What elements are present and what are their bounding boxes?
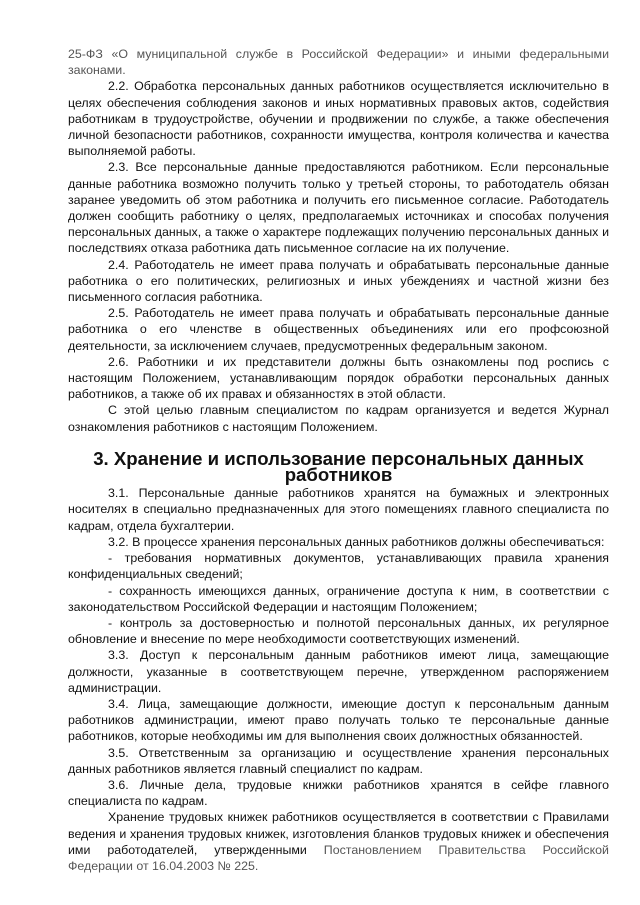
- paragraph-3-4: 3.4. Лица, замещающие должности, имеющие доступ к персональным данным работников администрации, имеют право получать только те персональные данные работников, которые необходимы им для выполнения своих должностных обязанностей.: [68, 696, 609, 744]
- paragraph-intro: 25-ФЗ «О муниципальной службе в Российской Федерации» и иными федеральными законами.: [68, 47, 609, 78]
- paragraph-2-3: 2.3. Все персональные данные предоставляются работником. Если персональные данные работника возможно получить только у третьей стороны, то работодатель обязан заранее уведомить об этом работника и получить его письменное согласие. Работодатель должен сообщить работнику о целях, предполагаемых источниках и способах получения персональных данных, а также о характере подлежащих получению персональных данных и последствиях отказа работника дать письменное согласие на их получение.: [68, 160, 609, 256]
- paragraph-2-2: 2.2. Обработка персональных данных работников осуществляется исключительно в целях обеспечения соблюдения законов и иных нормативных правовых актов, содействия работникам в трудоустройстве, обучении и продвижении по службе, а также обеспечения личной безопасности работников, сохранности имущества, контроля количества и качества выполняемой работы.: [68, 79, 609, 159]
- paragraph-2-4: 2.4. Работодатель не имеет права получать и обрабатывать персональные данные работника о его политических, религиозных и иных убеждениях и частной жизни без письменного согласия работника.: [68, 257, 609, 305]
- paragraph-3-7-main: Хранение трудовых книжек работников осуществляется в соответствии с Правилами ведения и хранения трудовых книжек, изготовления бланков трудовых книжек и обеспечения ими работодателей, утвержденными: [68, 810, 609, 857]
- paragraph-3-3: 3.3. Доступ к персональным данным работников имеют лица, замещающие должности, указанные в соответствующем перечне, утвержденном распоряжением администрации.: [68, 648, 609, 695]
- section-3-heading: 3. Хранение и использование персональных данных работников: [93, 447, 584, 486]
- paragraph-3-2: 3.2. В процессе хранения персональных данных работников должны обеспечиваться:: [108, 534, 605, 549]
- paragraph-3-5: 3.5. Ответственным за организацию и осуществление хранения персональных данных работников является главный специалист по кадрам.: [68, 745, 609, 776]
- paragraph-3-7: [68, 809, 609, 874]
- document-page: [68, 46, 609, 874]
- paragraph-2-6-journal: С этой целью главным специалистом по кадрам организуется и ведется Журнал ознакомления работников с настоящим Положением.: [68, 403, 609, 434]
- paragraph-3-6: 3.6. Личные дела, трудовые книжки работников хранятся в сейфе главного специалиста по кадрам.: [68, 777, 609, 809]
- list-item-requirements: - требования нормативных документов, устанавливающих правила хранения конфиденциальных сведений;: [68, 551, 609, 582]
- paragraph-2-6: 2.6. Работники и их представители должны быть ознакомлены под роспись с настоящим Положением, устанавливающим порядок обработки персональных данных работников, а также об их правах и обязанностях в этой области.: [68, 354, 609, 402]
- list-item-safety: - сохранность имеющихся данных, ограничение доступа к ним, в соответствии с законодательством Российской Федерации и настоящим Положением;: [68, 583, 609, 614]
- list-item-control: - контроль за достоверностью и полнотой персональных данных, их регулярное обновление и внесение по мере необходимости соответствующих изменений.: [68, 615, 609, 647]
- paragraph-3-1: 3.1. Персональные данные работников хранятся на бумажных и электронных носителях в специально предназначенных для этого помещениях главного специалиста по кадрам, отдела бухгалтерии.: [68, 486, 609, 533]
- government-decree-reference: Постановлением Правительства Российской Федерации от 16.04.2003 № 225.: [68, 842, 609, 873]
- paragraph-2-5: 2.5. Работодатель не имеет права получать и обрабатывать персональные данные работника о его членстве в общественных объединениях или его профсоюзной деятельности, за исключением случаев, предусмотренных федеральным законом.: [68, 306, 609, 353]
